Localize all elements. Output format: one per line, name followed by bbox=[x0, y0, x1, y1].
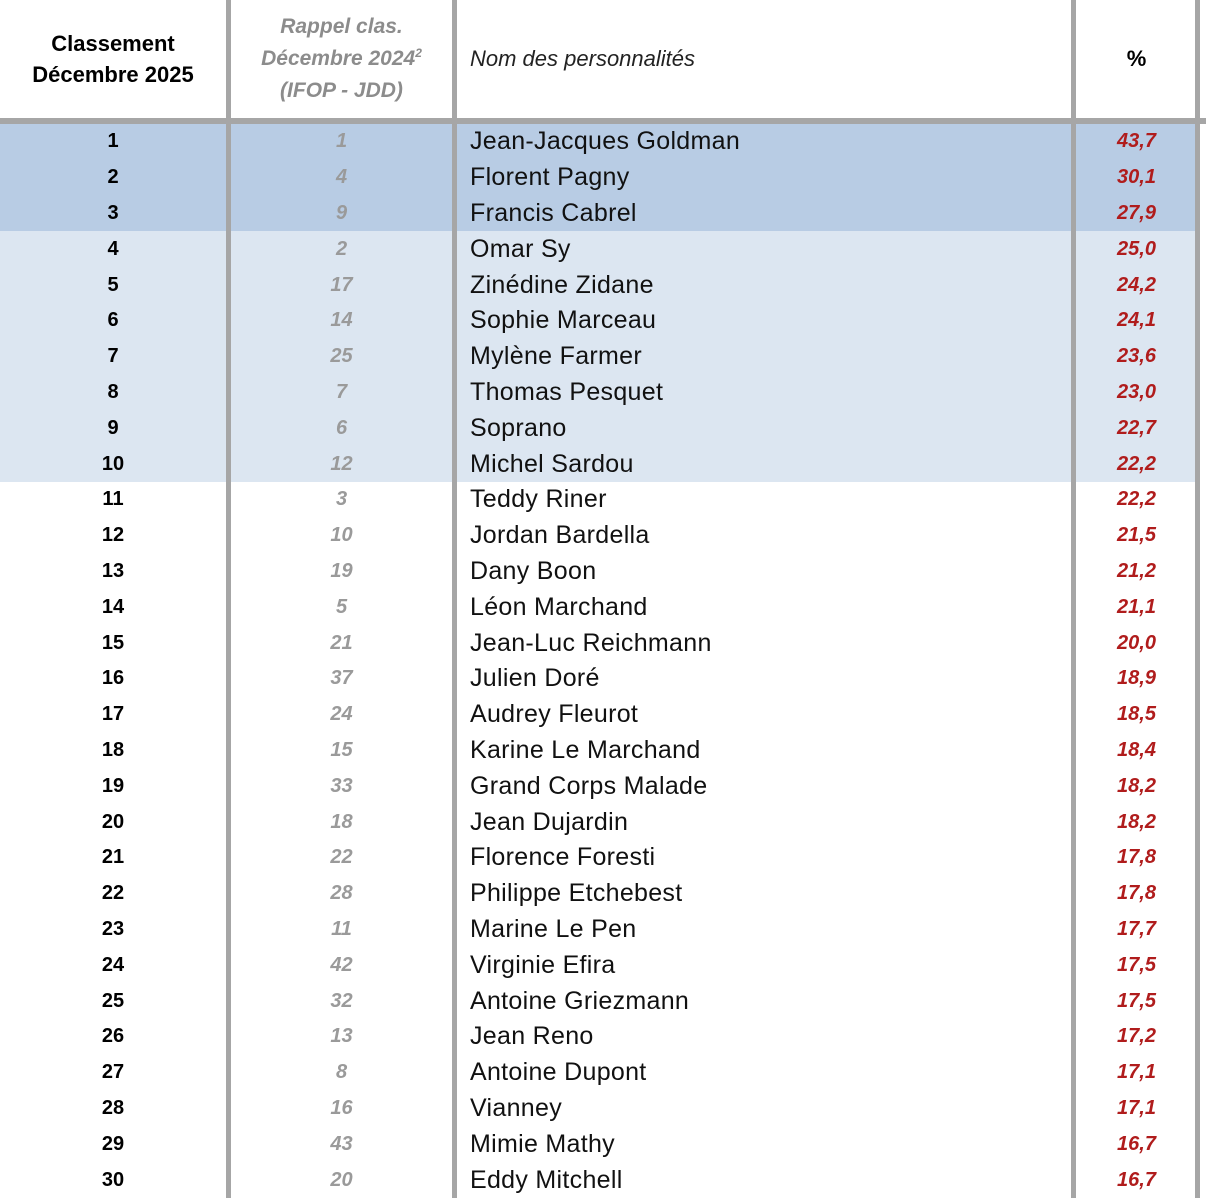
rank-cell: 13 bbox=[101, 559, 125, 582]
column-divider-2 bbox=[452, 0, 457, 1198]
name-cell: Jean Dujardin bbox=[470, 807, 629, 836]
name-cell: Mimie Mathy bbox=[470, 1129, 615, 1158]
column-divider-1 bbox=[226, 0, 231, 1198]
header-rank bbox=[0, 0, 226, 118]
name-cell: Audrey Fleurot bbox=[470, 700, 639, 729]
table-row bbox=[0, 267, 1195, 303]
header-prev-line3: (IFOP - JDD) bbox=[280, 79, 403, 102]
percent-cell: 22,2 bbox=[1117, 488, 1156, 511]
rank-cell: 22 bbox=[101, 882, 125, 905]
previous-rank-cell: 4 bbox=[335, 166, 348, 189]
previous-rank-cell: 16 bbox=[330, 1096, 353, 1119]
percent-cell: 18,2 bbox=[1117, 774, 1156, 797]
rank-cell: 5 bbox=[107, 273, 119, 296]
table-row bbox=[0, 1019, 1195, 1055]
previous-rank-cell: 22 bbox=[330, 846, 353, 869]
name-cell: Julien Doré bbox=[470, 664, 600, 693]
table-row bbox=[0, 231, 1195, 267]
previous-rank-cell: 24 bbox=[330, 703, 353, 726]
name-cell: Léon Marchand bbox=[470, 592, 648, 621]
previous-rank-cell: 33 bbox=[330, 774, 353, 797]
table-row bbox=[0, 1126, 1195, 1162]
previous-rank-cell: 17 bbox=[330, 273, 353, 296]
rank-cell: 21 bbox=[101, 846, 125, 869]
rank-cell: 17 bbox=[101, 703, 125, 726]
name-cell: Omar Sy bbox=[470, 234, 571, 263]
table-row bbox=[0, 589, 1195, 625]
rank-cell: 29 bbox=[101, 1132, 125, 1155]
table-row bbox=[0, 124, 1195, 160]
table-row bbox=[0, 876, 1195, 912]
name-cell: Philippe Etchebest bbox=[470, 879, 683, 908]
percent-cell: 21,1 bbox=[1117, 595, 1156, 618]
previous-rank-cell: 11 bbox=[331, 917, 352, 940]
header-rank-line1: Classement bbox=[51, 31, 175, 56]
table-row bbox=[0, 375, 1195, 411]
previous-rank-cell: 37 bbox=[330, 667, 353, 690]
previous-rank-cell: 42 bbox=[330, 953, 353, 976]
rank-cell: 30 bbox=[101, 1168, 125, 1191]
percent-cell: 27,9 bbox=[1117, 201, 1156, 224]
name-cell: Eddy Mitchell bbox=[470, 1165, 623, 1194]
previous-rank-cell: 14 bbox=[330, 309, 353, 332]
percent-cell: 18,9 bbox=[1117, 667, 1156, 690]
previous-rank-cell: 8 bbox=[335, 1061, 348, 1084]
name-cell: Jean-Jacques Goldman bbox=[470, 127, 741, 156]
table-row bbox=[0, 410, 1195, 446]
previous-rank-cell: 3 bbox=[335, 488, 348, 511]
table-row bbox=[0, 733, 1195, 769]
name-cell: Vianney bbox=[470, 1093, 562, 1122]
rank-cell: 1 bbox=[107, 130, 119, 153]
previous-rank-cell: 25 bbox=[330, 345, 353, 368]
header-prev-footnote: 2 bbox=[415, 46, 422, 60]
percent-cell: 17,2 bbox=[1117, 1025, 1156, 1048]
previous-rank-cell: 18 bbox=[330, 810, 353, 833]
rank-cell: 20 bbox=[101, 810, 125, 833]
percent-cell: 18,4 bbox=[1117, 738, 1156, 761]
rank-cell: 14 bbox=[101, 595, 125, 618]
table-row bbox=[0, 1055, 1195, 1091]
name-cell: Virginie Efira bbox=[470, 950, 616, 979]
previous-rank-cell: 6 bbox=[335, 416, 348, 439]
name-cell: Dany Boon bbox=[470, 556, 597, 585]
name-cell: Jean Reno bbox=[470, 1022, 594, 1051]
percent-cell: 24,1 bbox=[1117, 309, 1156, 332]
percent-cell: 17,1 bbox=[1117, 1096, 1156, 1119]
previous-rank-cell: 28 bbox=[330, 882, 353, 905]
percent-cell: 21,5 bbox=[1117, 524, 1156, 547]
table-row bbox=[0, 947, 1195, 983]
table-row bbox=[0, 983, 1195, 1019]
rank-cell: 27 bbox=[101, 1061, 125, 1084]
previous-rank-cell: 7 bbox=[335, 380, 348, 403]
rank-cell: 8 bbox=[107, 380, 119, 403]
percent-cell: 22,2 bbox=[1117, 452, 1156, 475]
table-row bbox=[0, 554, 1195, 590]
table-row bbox=[0, 446, 1195, 482]
table-row bbox=[0, 303, 1195, 339]
rank-cell: 11 bbox=[102, 488, 124, 511]
rank-cell: 3 bbox=[107, 201, 119, 224]
table-right-border bbox=[1195, 0, 1200, 1198]
table-body bbox=[0, 124, 1195, 1198]
rank-cell: 7 bbox=[107, 345, 119, 368]
previous-rank-cell: 12 bbox=[330, 452, 353, 475]
percent-cell: 17,5 bbox=[1117, 989, 1156, 1012]
previous-rank-cell: 20 bbox=[330, 1168, 353, 1191]
previous-rank-cell: 21 bbox=[330, 631, 353, 654]
header-previous-rank bbox=[231, 0, 452, 118]
percent-cell: 17,8 bbox=[1117, 846, 1156, 869]
name-cell: Sophie Marceau bbox=[470, 306, 657, 335]
rank-cell: 18 bbox=[101, 738, 125, 761]
previous-rank-cell: 32 bbox=[330, 989, 353, 1012]
table-row bbox=[0, 1162, 1195, 1198]
rank-cell: 4 bbox=[107, 237, 119, 260]
rank-cell: 9 bbox=[107, 416, 119, 439]
column-divider-3 bbox=[1071, 0, 1076, 1198]
percent-cell: 16,7 bbox=[1117, 1168, 1156, 1191]
previous-rank-cell: 2 bbox=[335, 237, 348, 260]
rank-cell: 19 bbox=[101, 774, 125, 797]
previous-rank-cell: 1 bbox=[335, 130, 348, 153]
rank-cell: 16 bbox=[101, 667, 125, 690]
percent-cell: 22,7 bbox=[1117, 416, 1156, 439]
rank-cell: 26 bbox=[101, 1025, 125, 1048]
rank-cell: 10 bbox=[101, 452, 125, 475]
name-cell: Teddy Riner bbox=[470, 485, 607, 514]
table-row bbox=[0, 840, 1195, 876]
table-row bbox=[0, 518, 1195, 554]
table-row bbox=[0, 768, 1195, 804]
percent-cell: 18,5 bbox=[1117, 703, 1156, 726]
rank-cell: 23 bbox=[101, 917, 125, 940]
table-row bbox=[0, 196, 1195, 232]
percent-cell: 23,6 bbox=[1117, 345, 1156, 368]
header-percent: % bbox=[1126, 46, 1147, 71]
name-cell: Soprano bbox=[470, 413, 567, 442]
header-prev-line2 bbox=[261, 43, 422, 75]
name-cell: Thomas Pesquet bbox=[470, 377, 664, 406]
header-prev-line1: Rappel clas. bbox=[280, 15, 403, 38]
previous-rank-cell: 13 bbox=[330, 1025, 353, 1048]
percent-cell: 20,0 bbox=[1117, 631, 1156, 654]
header-rank-line2: Décembre 2025 bbox=[32, 62, 194, 87]
percent-cell: 21,2 bbox=[1117, 559, 1156, 582]
header-divider bbox=[0, 118, 1206, 124]
name-cell: Francis Cabrel bbox=[470, 198, 637, 227]
percent-cell: 17,1 bbox=[1117, 1061, 1156, 1084]
table-row bbox=[0, 482, 1195, 518]
name-cell: Grand Corps Malade bbox=[470, 771, 708, 800]
percent-cell: 24,2 bbox=[1117, 273, 1156, 296]
percent-cell: 23,0 bbox=[1117, 380, 1156, 403]
header-prev-line2-text: Décembre 2024 bbox=[261, 47, 416, 70]
name-cell: Antoine Griezmann bbox=[470, 986, 690, 1015]
percent-cell: 17,7 bbox=[1117, 917, 1156, 940]
previous-rank-cell: 15 bbox=[330, 738, 353, 761]
percent-cell: 25,0 bbox=[1117, 237, 1156, 260]
table-row bbox=[0, 804, 1195, 840]
previous-rank-cell: 10 bbox=[330, 524, 353, 547]
rank-cell: 28 bbox=[101, 1096, 125, 1119]
rank-cell: 25 bbox=[101, 989, 125, 1012]
name-cell: Jean-Luc Reichmann bbox=[470, 628, 712, 657]
table-row bbox=[0, 625, 1195, 661]
name-cell: Florence Foresti bbox=[470, 843, 656, 872]
percent-cell: 16,7 bbox=[1117, 1132, 1156, 1155]
table-row bbox=[0, 697, 1195, 733]
header-name: Nom des personnalités bbox=[470, 46, 696, 71]
name-cell: Jordan Bardella bbox=[470, 521, 650, 550]
name-cell: Marine Le Pen bbox=[470, 914, 637, 943]
table-row bbox=[0, 339, 1195, 375]
table-header bbox=[0, 0, 1206, 118]
percent-cell: 17,5 bbox=[1117, 953, 1156, 976]
table-row bbox=[0, 912, 1195, 948]
rank-cell: 12 bbox=[101, 524, 125, 547]
name-cell: Karine Le Marchand bbox=[470, 735, 701, 764]
percent-cell: 17,8 bbox=[1117, 882, 1156, 905]
rank-cell: 15 bbox=[101, 631, 125, 654]
table-row bbox=[0, 661, 1195, 697]
previous-rank-cell: 43 bbox=[330, 1132, 353, 1155]
percent-cell: 43,7 bbox=[1117, 130, 1156, 153]
name-cell: Mylène Farmer bbox=[470, 342, 642, 371]
rank-cell: 24 bbox=[101, 953, 125, 976]
rank-cell: 2 bbox=[107, 166, 119, 189]
name-cell: Florent Pagny bbox=[470, 163, 630, 192]
previous-rank-cell: 19 bbox=[330, 559, 353, 582]
previous-rank-cell: 5 bbox=[335, 595, 348, 618]
name-cell: Zinédine Zidane bbox=[470, 270, 654, 299]
percent-cell: 30,1 bbox=[1117, 166, 1156, 189]
table-row bbox=[0, 160, 1195, 196]
name-cell: Michel Sardou bbox=[470, 449, 634, 478]
percent-cell: 18,2 bbox=[1117, 810, 1156, 833]
previous-rank-cell: 9 bbox=[335, 201, 348, 224]
rank-cell: 6 bbox=[107, 309, 119, 332]
name-cell: Antoine Dupont bbox=[470, 1058, 647, 1087]
table-row bbox=[0, 1091, 1195, 1127]
